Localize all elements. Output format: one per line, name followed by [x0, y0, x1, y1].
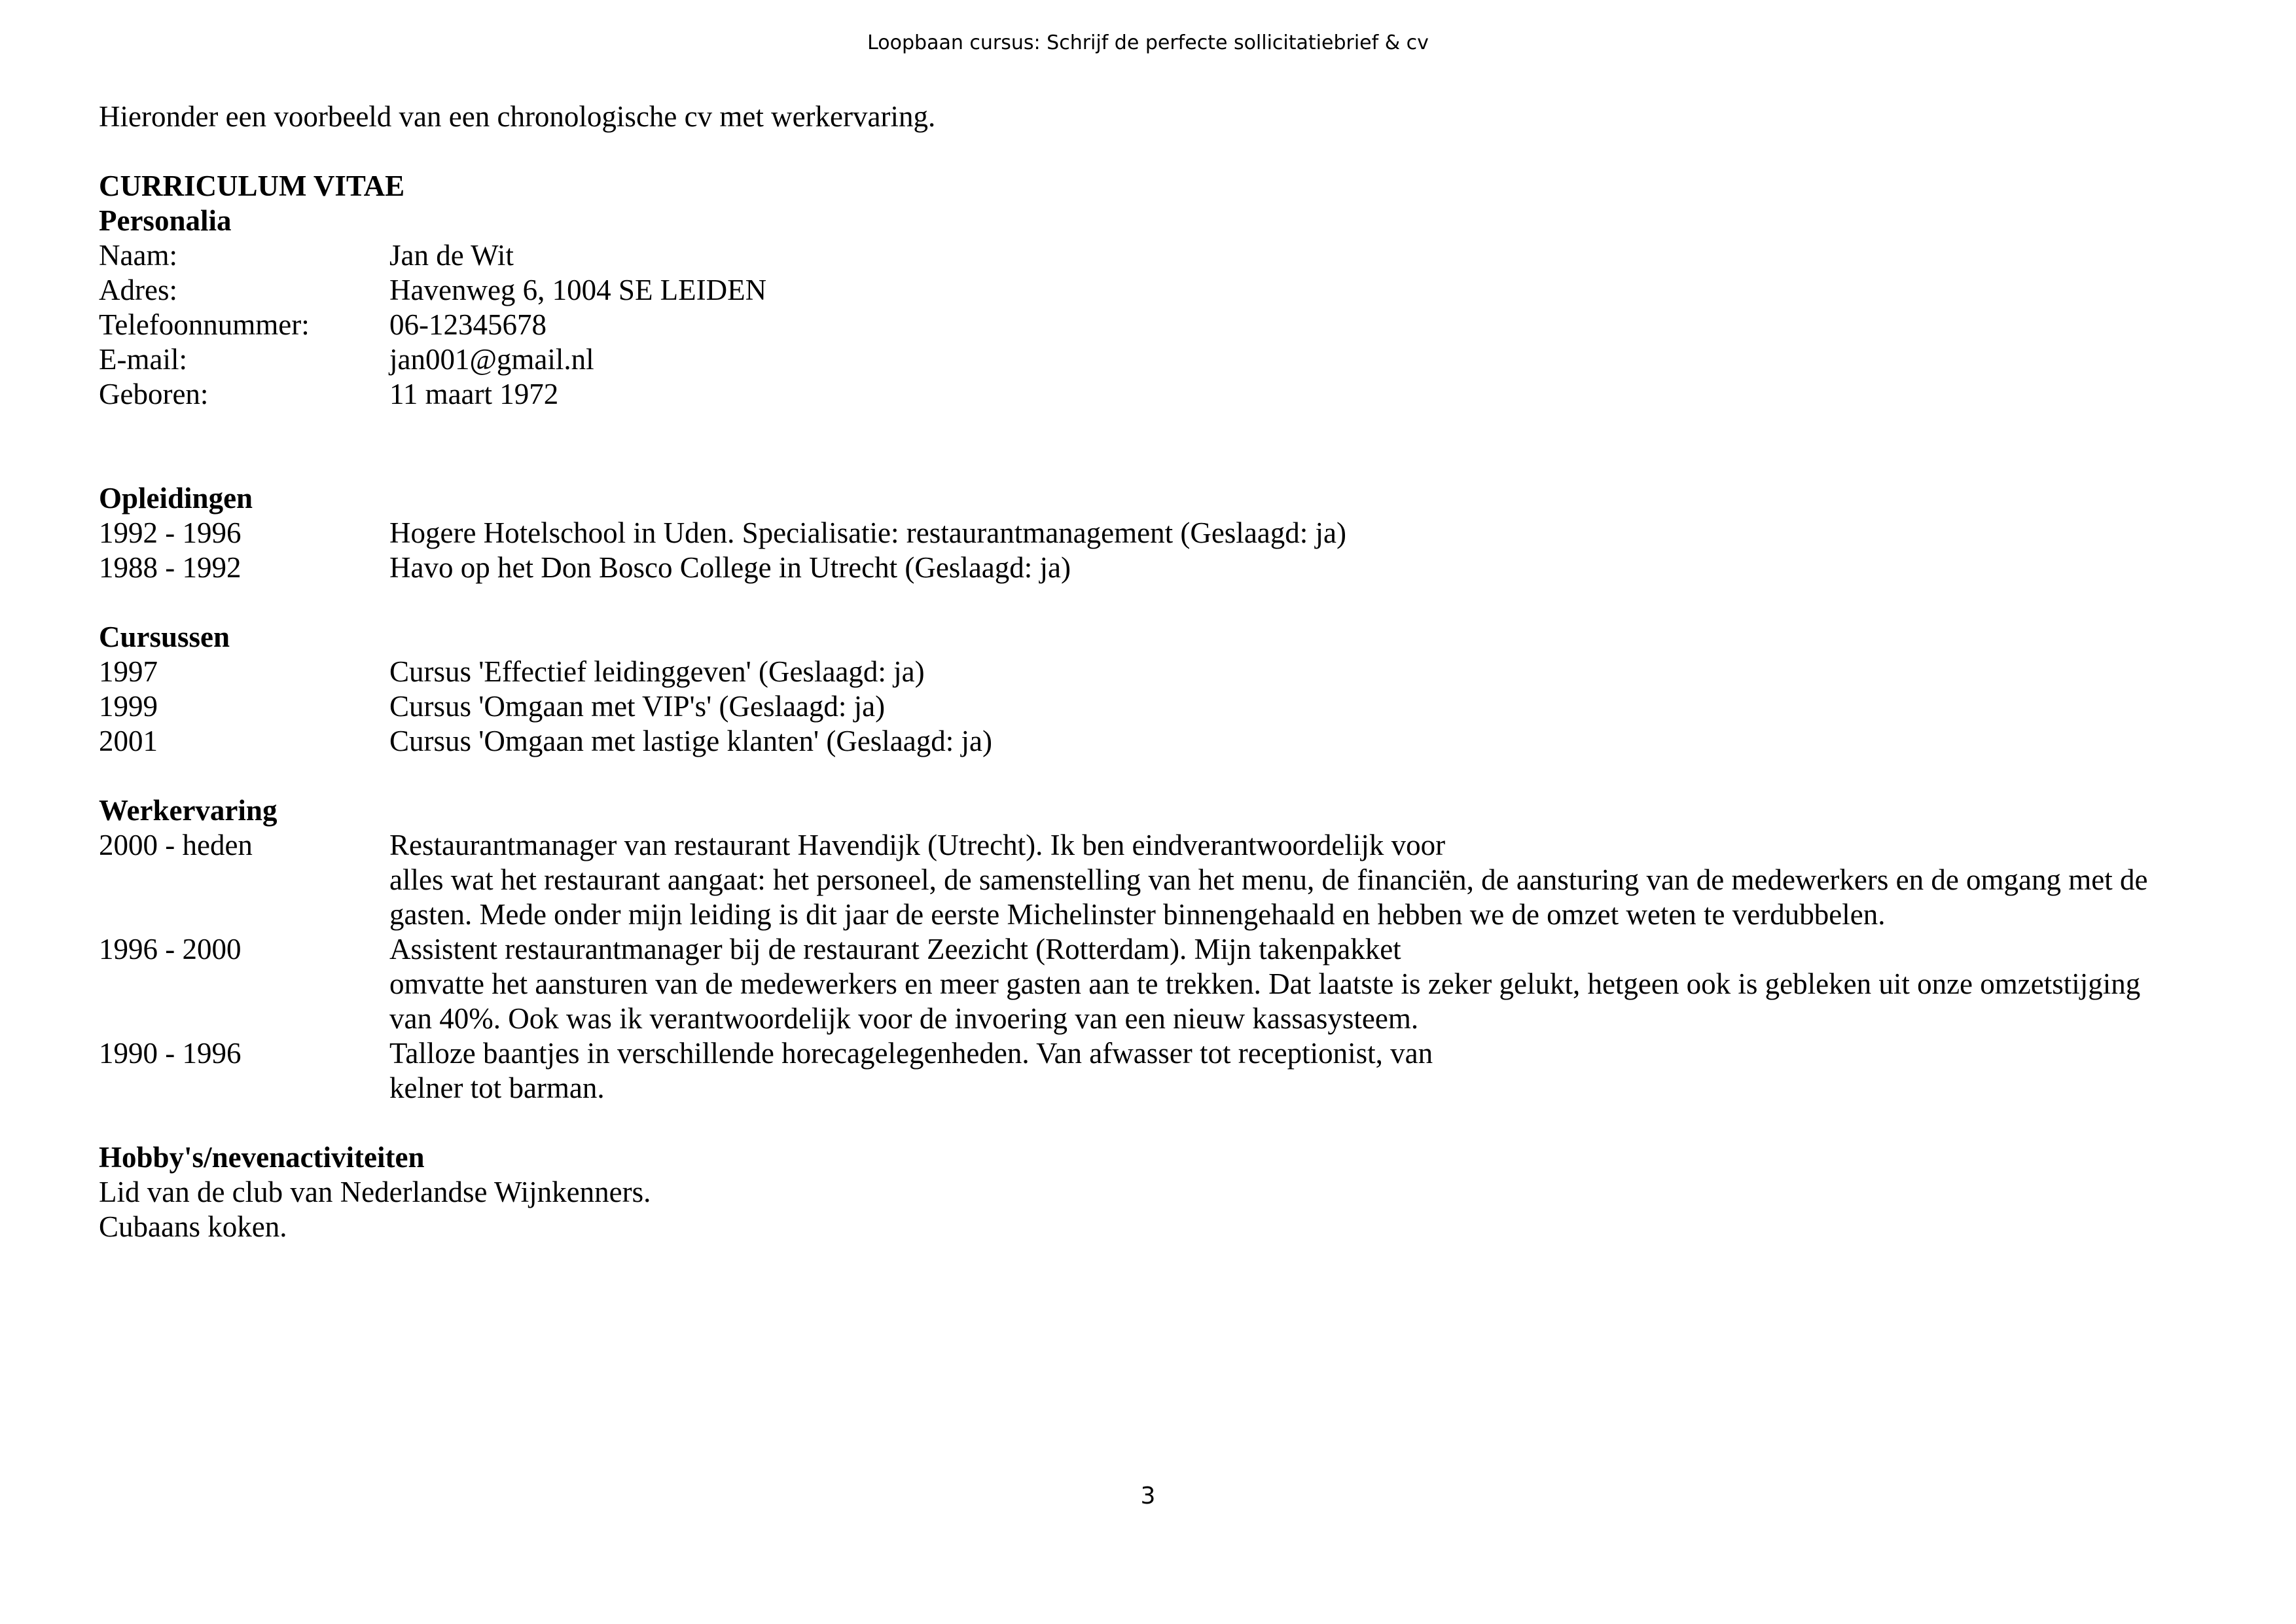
page-number: 3: [1140, 1483, 1156, 1509]
werkervaring-row: [99, 1036, 2226, 1106]
cv-title: CURRICULUM VITAE: [99, 170, 405, 202]
section-heading-personalia: Personalia: [99, 204, 232, 237]
personalia-label: E-mail:: [99, 343, 187, 376]
spacer: [99, 585, 2226, 620]
personalia-value: Jan de Wit: [389, 239, 514, 272]
werkervaring-line: alles wat het restaurant aangaat: het personeel, de samenstelling van het menu, de financiën, de aansturing van de medewerkers en de omgang met de: [389, 863, 2148, 896]
section-heading-hobbys: Hobby's/nevenactiviteiten: [99, 1141, 425, 1174]
personalia-row-geboren: [99, 377, 2226, 412]
spacer: [99, 759, 2226, 793]
period-label: 1990 - 1996: [99, 1037, 242, 1070]
personalia-row-adres: [99, 273, 2226, 308]
personalia-value: jan001@gmail.nl: [389, 343, 594, 376]
personalia-label: Geboren:: [99, 378, 209, 410]
werkervaring-text: [389, 932, 2226, 1036]
period-label: 1997: [99, 655, 158, 688]
spacer: [99, 412, 2226, 481]
werkervaring-line: gasten. Mede onder mijn leiding is dit jaar de eerste Michelinster binnengehaald en hebben we de omzet weten te verdubbelen.: [389, 898, 1886, 931]
personalia-value: Havenweg 6, 1004 SE LEIDEN: [389, 274, 767, 306]
cursus-text: Cursus 'Omgaan met lastige klanten' (Geslaagd: ja): [389, 725, 992, 757]
personalia-label: Telefoonnummer:: [99, 308, 310, 341]
spacer: [99, 134, 2226, 169]
section-heading-opleidingen: Opleidingen: [99, 482, 253, 514]
opleiding-text: Hogere Hotelschool in Uden. Specialisatie: restaurantmanagement (Geslaagd: ja): [389, 516, 1346, 549]
hobby-item: Lid van de club van Nederlandse Wijnkenners.: [99, 1176, 651, 1208]
cursus-row: [99, 724, 2226, 759]
werkervaring-line: Assistent restaurantmanager bij de restaurant Zeezicht (Rotterdam). Mijn takenpakket: [389, 933, 1401, 965]
personalia-label: Adres:: [99, 274, 177, 306]
werkervaring-line: Talloze baantjes in verschillende horecagelegenheden. Van afwasser tot receptionist, van: [389, 1037, 1433, 1070]
personalia-value: 11 maart 1972: [389, 378, 559, 410]
hobby-item: Cubaans koken.: [99, 1210, 287, 1243]
running-header: Loopbaan cursus: Schrijf de perfecte sollicitatiebrief & cv: [867, 31, 1429, 54]
opleiding-text: Havo op het Don Bosco College in Utrecht (Geslaagd: ja): [389, 551, 1071, 584]
werkervaring-line: Restaurantmanager van restaurant Havendijk (Utrecht). Ik ben eindverantwoordelijk voor: [389, 829, 1446, 861]
period-label: 2001: [99, 725, 158, 757]
opleiding-row: [99, 550, 2226, 585]
period-label: 1988 - 1992: [99, 551, 242, 584]
spacer: [99, 1106, 2226, 1140]
period-label: 1992 - 1996: [99, 516, 242, 549]
cursus-text: Cursus 'Omgaan met VIP's' (Geslaagd: ja): [389, 690, 886, 723]
werkervaring-text: [389, 828, 2226, 932]
werkervaring-line: van 40%. Ook was ik verantwoordelijk voor de invoering van een nieuw kassasysteem.: [389, 1002, 1419, 1035]
period-label: 2000 - heden: [99, 829, 253, 861]
opleiding-row: [99, 516, 2226, 550]
personalia-value: 06-12345678: [389, 308, 547, 341]
period-label: 1996 - 2000: [99, 933, 242, 965]
personalia-row-email: [99, 342, 2226, 377]
werkervaring-row: [99, 828, 2226, 932]
werkervaring-row: [99, 932, 2226, 1036]
personalia-row-naam: [99, 238, 2226, 273]
period-label: 1999: [99, 690, 158, 723]
cv-content: [99, 99, 2226, 1244]
cursus-row: [99, 689, 2226, 724]
personalia-label: Naam:: [99, 239, 177, 272]
section-heading-cursussen: Cursussen: [99, 621, 230, 653]
personalia-row-telefoon: [99, 308, 2226, 342]
werkervaring-text: [389, 1036, 2226, 1106]
cursus-text: Cursus 'Effectief leidinggeven' (Geslaagd: ja): [389, 655, 925, 688]
section-heading-werkervaring: Werkervaring: [99, 794, 278, 827]
werkervaring-line: omvatte het aansturen van de medewerkers en meer gasten aan te trekken. Dat laatste is zeker gelukt, hetgeen ook is gebleken uit onze omzetstijging: [389, 967, 2141, 1000]
intro-text: Hieronder een voorbeeld van een chronologische cv met werkervaring.: [99, 100, 936, 133]
werkervaring-line: kelner tot barman.: [389, 1072, 605, 1104]
cursus-row: [99, 655, 2226, 689]
